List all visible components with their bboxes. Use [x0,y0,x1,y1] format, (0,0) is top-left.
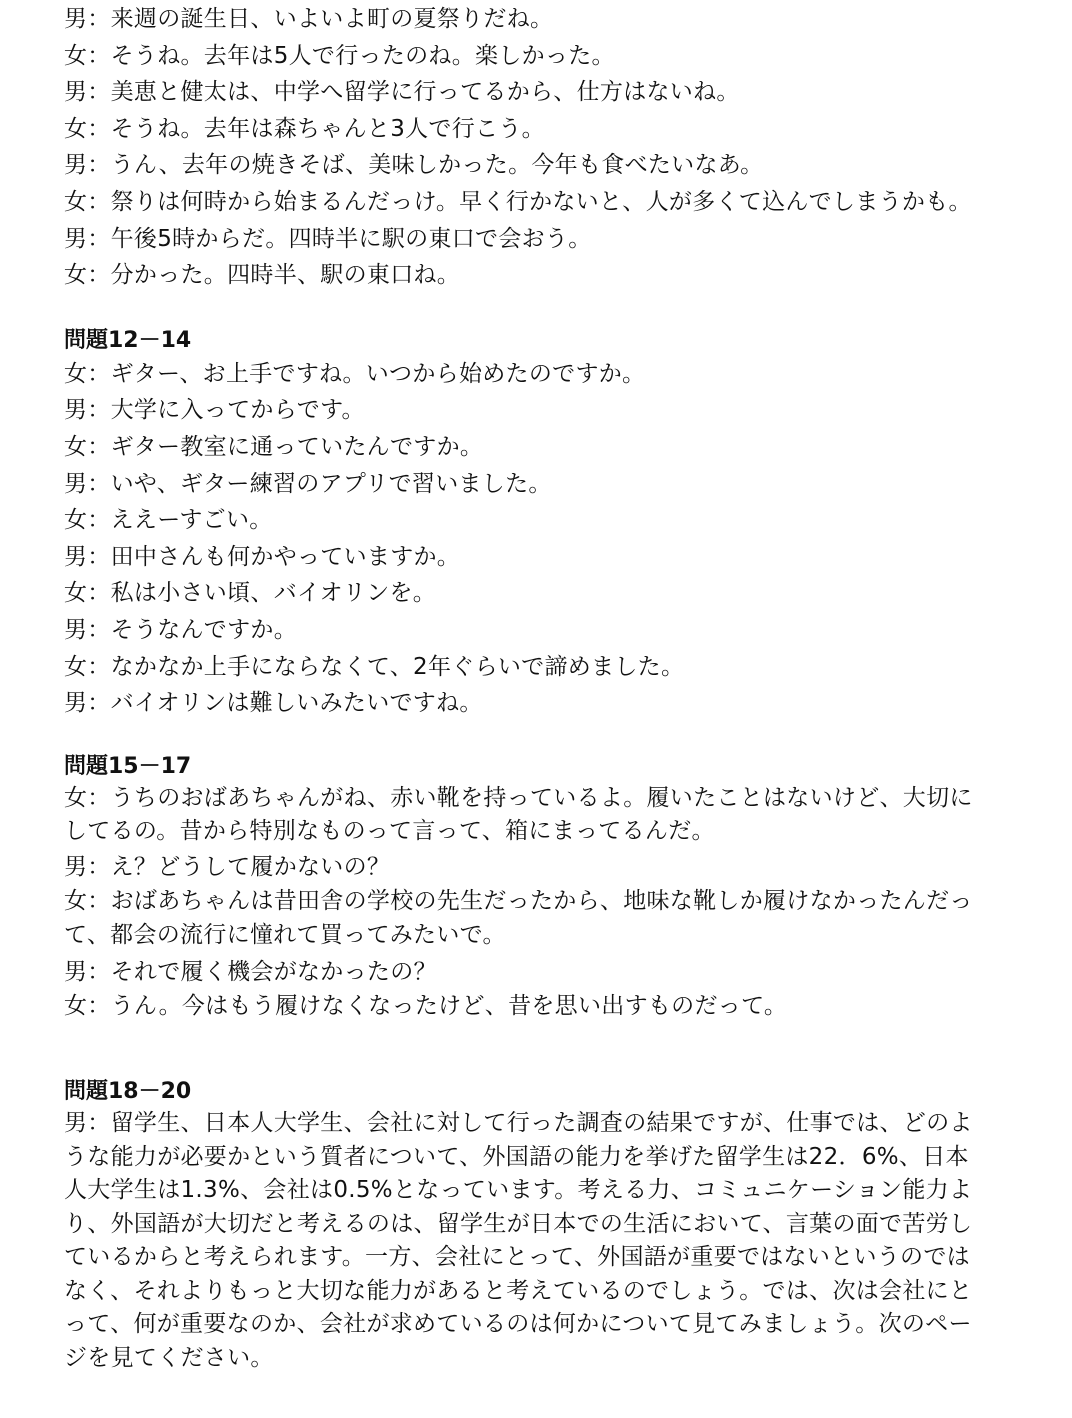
dialogue-line: 女：そうね。去年は5人で行ったのね。楽しかった。 [64,42,615,69]
dialogue-line: 男：午後5時からだ。四時半に駅の東口で会おう。 [64,225,592,252]
dialogue-line: 女：うん。今はもう履けなくなったけど、昔を思い出すものだって。 [64,992,788,1019]
dialogue-line: 男：それで履く機会がなかったの？ [64,959,437,986]
dialogue-line: 女：ギター、お上手ですね。いつから始めたのですか。 [64,360,646,387]
dialogue-line: 男：バイオリンは難しいみたいですね。 [64,690,483,717]
dialogue-paragraph: 女：うちのおばあちゃんがね、赤い靴を持っているよ。履いたことはないけど、大切に してるの。昔から特別なものって言って、箱にまってるんだ。 [64,784,973,845]
dialogue-paragraph: 男：留学生、日本人大学生、会社に対して行った調査の結果ですが、仕事では、どのよ うな能力が必要かという質者について、外国語の能力を挙げた留学生は22．6%、日本 人大学生は1.3%、会社は0.5%となっています。考える力、コミュニケーション能力よ り、外国語が大切だと考えるのは、留学生が日本での生活において、言葉の面で苦労し ているからと考えられます。一方、会社にとって、外国語が重要ではないというのでは なく、それよりもっと大切な能力があると考えているのでしょう。では、次は会社にと って、何が重要なのか、会社が求めているのは何かについて見てみましょう。次のペー ジを見てください。 [64,1110,973,1371]
dialogue-line: 男：うん、去年の焼きそば、美味しかった。今年も食べたいなあ。 [64,152,764,179]
dialogue-line: 女：ギター教室に通っていたんですか。 [64,433,484,460]
section-spacer [64,722,1034,752]
dialogue-line: 女：ええーすごい。 [64,507,273,534]
dialogue-section-1 [64,0,1034,294]
dialogue-line: 男：大学に入ってからです。 [64,397,365,424]
dialogue-line: 女：なかなか上手にならなくて、2年ぐらいで諦めました。 [64,653,685,680]
dialogue-line: 男：田中さんも何かやっていますか。 [64,543,461,570]
document-page [64,0,1034,1375]
dialogue-line: 女：祭りは何時から始まるんだっけ。早く行かないと、人が多くて込んでしまうかも。 [64,188,972,215]
dialogue-section-2 [64,326,1034,722]
dialogue-paragraph: 女：おばあちゃんは昔田舎の学校の先生だったから、地味な靴しか履けなかったんだっ て、都会の流行に憧れて買ってみたいで。 [64,888,973,948]
dialogue-section-4 [64,1077,1034,1375]
dialogue-line: 女：分かった。四時半、駅の東口ね。 [64,262,461,289]
dialogue-section-3 [64,752,1034,1024]
dialogue-line: 男：そうなんですか。 [64,616,297,643]
dialogue-line: 男：いや、ギター練習のアプリで習いました。 [64,470,552,497]
section-spacer [64,1023,1034,1077]
section-spacer [64,294,1034,326]
section-heading: 問題12－14 [64,327,192,353]
section-heading: 問題18－20 [64,1079,192,1105]
dialogue-line: 男：え？どうして履かないの？ [64,853,391,880]
section-heading: 問題15－17 [64,753,192,779]
dialogue-line: 男：美恵と健太は、中学へ留学に行ってるから、仕方はないね。 [64,79,740,106]
dialogue-line: 女：私は小さい頃、バイオリンを。 [64,580,437,607]
dialogue-line: 男：来週の誕生日、いよいよ町の夏祭りだね。 [64,6,554,32]
dialogue-line: 女：そうね。去年は森ちゃんと3人で行こう。 [64,115,545,142]
